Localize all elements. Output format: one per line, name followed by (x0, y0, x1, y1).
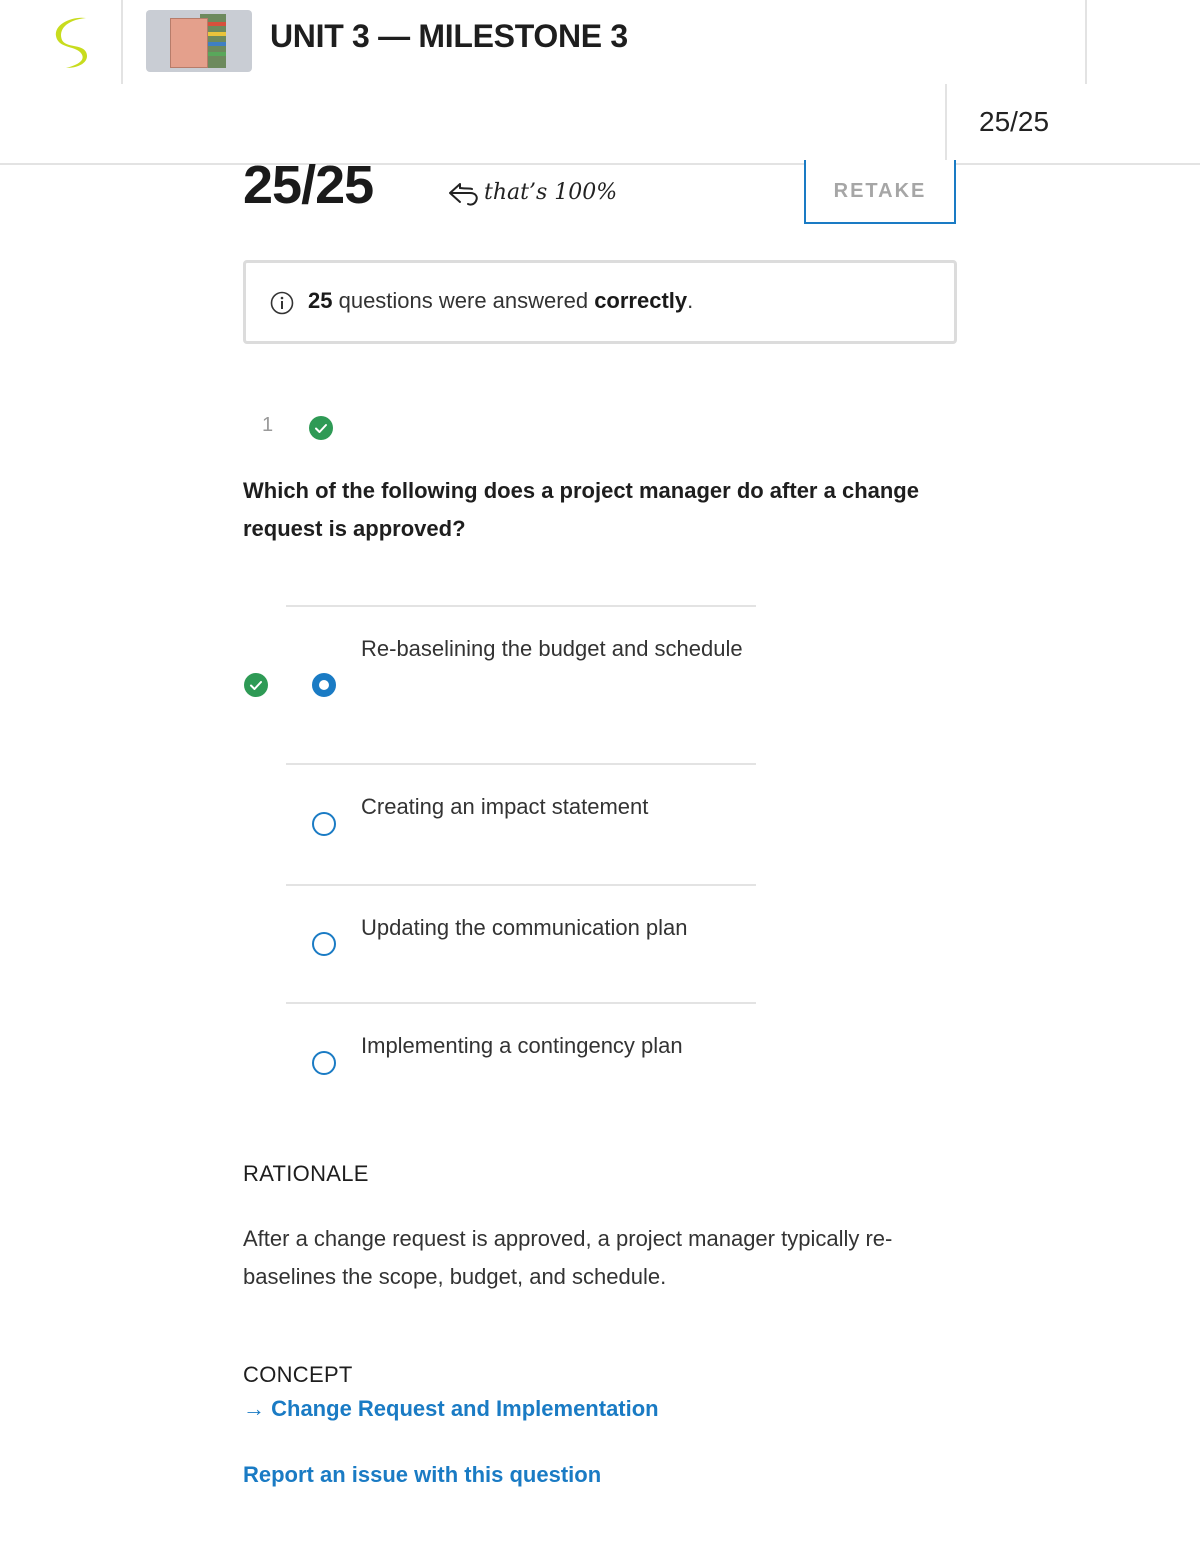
answer-option[interactable] (286, 1004, 756, 1104)
retake-button[interactable]: RETAKE (804, 160, 956, 224)
result-summary-box (243, 260, 957, 344)
question-number: 1 (262, 414, 274, 436)
summary-end: . (687, 288, 694, 313)
radio-button[interactable] (312, 673, 336, 697)
radio-button[interactable] (312, 932, 336, 956)
header-score: 25/25 (979, 106, 1050, 137)
concept-heading: CONCEPT (243, 1362, 353, 1387)
info-icon (270, 291, 294, 315)
answer-option[interactable] (286, 607, 756, 763)
radio-button[interactable] (312, 812, 336, 836)
summary-status: correctly (594, 288, 688, 313)
header-score-box (945, 84, 1200, 164)
quiz-score: 25/25 (243, 155, 374, 215)
option-label: Creating an impact statement (361, 794, 649, 819)
option-label: Implementing a contingency plan (361, 1033, 683, 1058)
undo-arrow-icon (446, 180, 482, 208)
header-bottom-divider (0, 163, 1200, 165)
header-divider-right (1085, 0, 1087, 84)
course-thumbnail (146, 10, 252, 72)
concept-link[interactable] (243, 1396, 659, 1422)
correct-answer-check-icon (243, 672, 269, 698)
option-label: Updating the communication plan (361, 915, 688, 940)
summary-middle: questions were answered (332, 288, 595, 313)
arrow-right-icon: → (243, 1396, 265, 1421)
radio-button[interactable] (312, 1051, 336, 1075)
concept-link-label: Change Request and Implementation (271, 1396, 659, 1421)
page-title: UNIT 3 — MILESTONE 3 (270, 18, 628, 54)
result-summary-text (308, 288, 693, 314)
header-divider (121, 0, 123, 84)
question-text: Which of the following does a project manager do after a change request is approved? (243, 478, 919, 541)
summary-count: 25 (308, 288, 333, 313)
answer-option[interactable] (286, 886, 756, 1003)
rationale-text: After a change request is approved, a project manager typically re-baselines the scope, budget, and schedule. (243, 1226, 893, 1289)
option-label: Re-baselining the budget and schedule (361, 636, 743, 661)
score-note: that’s 100% (484, 180, 618, 205)
check-circle-icon (308, 415, 334, 441)
rationale-heading: RATIONALE (243, 1161, 369, 1186)
report-issue-link[interactable]: Report an issue with this question (243, 1462, 602, 1487)
sophia-logo-icon[interactable] (52, 14, 100, 70)
top-header (0, 0, 1200, 84)
answer-option[interactable] (286, 765, 756, 884)
